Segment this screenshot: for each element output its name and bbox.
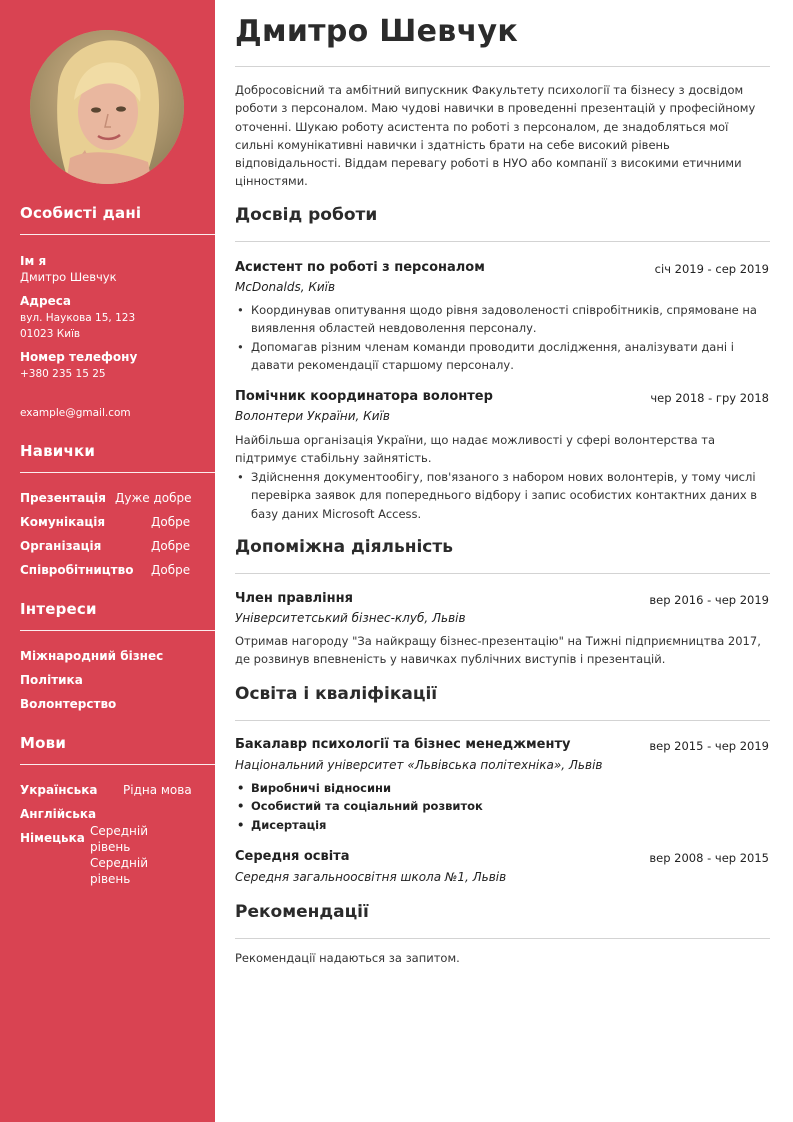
job-bullet-list [235, 301, 770, 374]
degree-institution: Національний університет «Львівська політехніка», Львів [235, 758, 603, 772]
references-text: Рекомендації надаються за запитом. [235, 951, 460, 965]
skill-level: Добре [151, 563, 191, 577]
degree-bullet: • Дисертація [235, 816, 770, 834]
skills-heading: Навички [20, 442, 96, 460]
skill-name: Організація [20, 539, 102, 553]
experience-divider [235, 241, 770, 242]
language-name: Українська [20, 783, 98, 797]
header-divider [235, 66, 770, 67]
education-heading: Освіта і кваліфікації [235, 684, 438, 704]
degree-title: Середня освіта [235, 849, 350, 864]
job-bullet: • Здійснення документообігу, пов'язаного з набором нових волонтерів, у тому числі перевірка заявок для попереднього відбору і запис особистих контактних даних в базу даних Microsoft Access. [235, 468, 770, 523]
phone-value: +380 235 15 25 [20, 368, 106, 380]
skill-name: Співробітництво [20, 563, 134, 577]
activities-divider [235, 573, 770, 574]
degree-bullet: • Особистий та соціальний розвиток [235, 797, 770, 815]
skill-name: Презентація [20, 491, 106, 505]
candidate-name: Дмитро Шевчук [235, 14, 518, 49]
personal-data-divider [20, 234, 215, 235]
name-value: Дмитро Шевчук [20, 270, 117, 284]
languages-divider [20, 764, 215, 765]
job-bullet: • Допомагав різним членам команди проводити дослідження, аналізувати дані і давати рекомендації старшому персоналу. [235, 338, 770, 375]
language-name: Англійська [20, 807, 97, 821]
skill-level: Дуже добре [115, 491, 192, 505]
job-description: Найбільша організація України, що надає можливості у сфері волонтерства та підтримує стабільну зайнятість. [235, 433, 716, 466]
language-name: Німецька [20, 831, 85, 845]
language-level: Середній рівень [90, 856, 149, 886]
language-level: Рідна мова [123, 783, 192, 797]
profile-photo-image [30, 30, 184, 184]
phone-label: Номер телефону [20, 350, 138, 364]
main-content [215, 0, 793, 1122]
activity-organization: Університетський бізнес-клуб, Львів [235, 611, 466, 625]
interests-divider [20, 630, 215, 631]
address-line-2: 01023 Київ [20, 328, 81, 340]
degree-title: Бакалавр психології та бізнес менеджменту [235, 737, 571, 752]
experience-heading: Досвід роботи [235, 205, 378, 225]
education-divider [235, 720, 770, 721]
activity-dates: вер 2016 - чер 2019 [649, 593, 769, 607]
address-line-1: вул. Наукова 15, 123 [20, 312, 136, 324]
degree-dates: вер 2015 - чер 2019 [649, 739, 769, 753]
job-organization: McDonalds, Київ [235, 280, 336, 294]
job-title: Асистент по роботі з персоналом [235, 260, 485, 275]
activities-heading: Допоміжна діяльність [235, 537, 453, 557]
job-organization: Волонтери України, Київ [235, 409, 390, 423]
skill-level: Добре [151, 515, 191, 529]
interest-item: Міжнародний бізнес [20, 649, 164, 663]
degree-institution: Середня загальноосвітня школа №1, Львів [235, 870, 507, 884]
interest-item: Волонтерство [20, 697, 117, 711]
email-value: example@gmail.com [20, 407, 131, 419]
job-bullet: • Координував опитування щодо рівня задоволеності співробітників, спрямоване на виявлення областей невдоволення персоналу. [235, 301, 770, 338]
job-dates: січ 2019 - сер 2019 [654, 262, 769, 276]
sidebar [0, 0, 215, 1122]
address-label: Адреса [20, 294, 71, 308]
interests-heading: Інтереси [20, 600, 97, 618]
languages-heading: Мови [20, 734, 67, 752]
activity-description: Отримав нагороду "За найкращу бізнес-презентацію" на Тижні підприємництва 2017, де розвинув впевненість у навичках публічних виступів і презентацій. [235, 634, 761, 667]
job-title: Помічник координатора волонтер [235, 389, 493, 404]
degree-bullet-list [235, 779, 770, 834]
degree-bullet: • Виробничі відносини [235, 779, 770, 797]
references-heading: Рекомендації [235, 902, 369, 922]
interest-item: Політика [20, 673, 83, 687]
language-level: Середній рівень [90, 824, 149, 854]
skill-name: Комунікація [20, 515, 106, 529]
profile-photo [30, 30, 184, 184]
degree-dates: вер 2008 - чер 2015 [649, 851, 769, 865]
job-dates: чер 2018 - гру 2018 [650, 391, 769, 405]
job-bullet-list [235, 468, 770, 523]
references-divider [235, 938, 770, 939]
summary-paragraph: Добросовісний та амбітний випускник Факультету психології та бізнесу з досвідом роботи з персоналом. Маю чудові навички в проведенні презентацій у професійному оточенні. Шукаю роботу асистента по роботі з персоналом, де знадобляться мої сильні комунікативні навички і здатність брати на себе високий рівень відповідальності. Віддам перевагу роботі в НУО або компанії з високими етичними цінностями. [235, 83, 756, 189]
skills-divider [20, 472, 215, 473]
personal-data-heading: Особисті дані [20, 204, 142, 222]
name-label: Ім я [20, 254, 47, 268]
activity-title: Член правління [235, 591, 353, 606]
skill-level: Добре [151, 539, 191, 553]
